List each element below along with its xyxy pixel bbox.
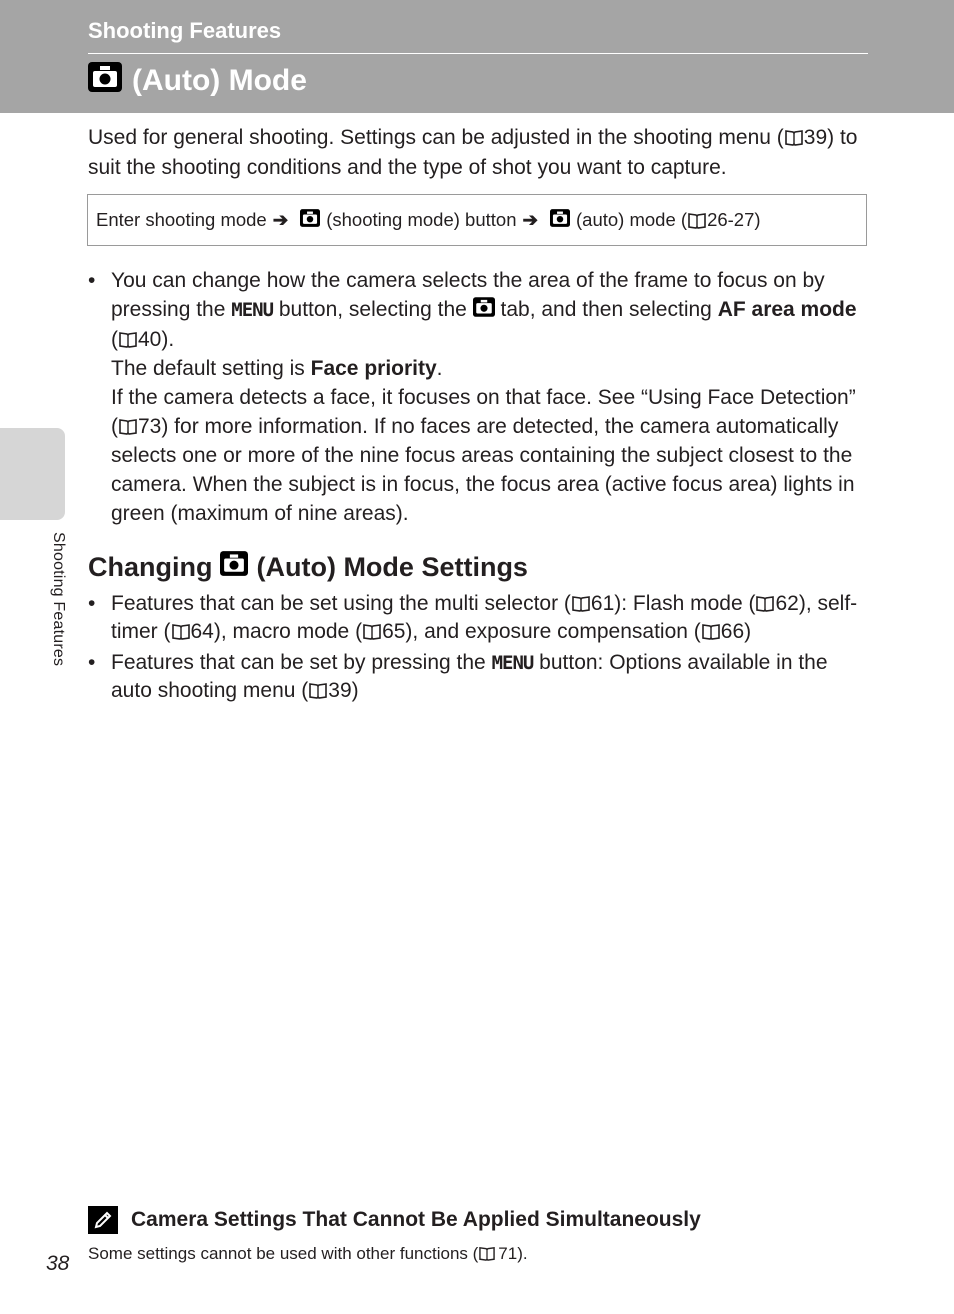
face-priority-label: Face priority <box>310 357 437 380</box>
page-ref-icon <box>702 620 720 637</box>
arrow-right-icon: ➔ <box>522 209 539 230</box>
note-text-a: Some settings cannot be used with other functions ( <box>88 1244 479 1263</box>
page-ref-icon <box>688 212 706 229</box>
ref-page[interactable]: 71 <box>498 1244 518 1263</box>
pencil-note-icon <box>88 1206 118 1234</box>
page-title <box>88 62 307 100</box>
bullet-text: The default setting is <box>111 357 305 380</box>
note-text-b: ). <box>517 1244 528 1263</box>
ref-page[interactable]: 39 <box>328 679 352 702</box>
ref-page[interactable]: 65 <box>382 620 406 643</box>
page-ref-icon <box>785 125 803 142</box>
menu-button-glyph: MENU <box>491 652 534 674</box>
menu-button-glyph: MENU <box>231 299 274 321</box>
bullet-text: ), and exposure compensation ( <box>405 620 701 643</box>
arrow-right-icon: ➔ <box>272 209 289 230</box>
page-number: 38 <box>46 1252 70 1275</box>
auto-mode-camera-icon <box>550 209 570 232</box>
ref-page[interactable]: 40 <box>138 328 162 351</box>
shooting-mode-camera-icon <box>300 209 320 232</box>
bullet-text: You can change how the camera selects the area of the frame to focus on by pressing the <box>111 269 825 321</box>
page-ref-icon <box>756 592 774 609</box>
bullet-text: If the camera detects a face, it focuses on that face. See “Using Face Detection” ( <box>111 386 856 438</box>
page-ref-icon <box>119 414 137 431</box>
subsection-heading-text: Changing <box>88 551 213 582</box>
page-title-text: (Auto) Mode <box>132 64 307 97</box>
flow-step-1: Enter shooting mode <box>96 209 267 230</box>
bullet-text: ): Flash mode ( <box>614 592 756 615</box>
bullet-text: ), macro mode ( <box>213 620 363 643</box>
side-tab <box>0 428 65 520</box>
header-divider <box>88 53 868 54</box>
face-detection-paragraph <box>111 383 868 528</box>
ref-page[interactable]: 64 <box>190 620 214 643</box>
intro-ref-page[interactable]: 39 <box>803 126 828 149</box>
intro-text-2: ) to suit the shooting conditions and the type of shot you want to capture. <box>88 126 858 179</box>
page-ref-icon <box>479 1246 497 1263</box>
ref-page[interactable]: 61 <box>590 592 615 615</box>
auto-mode-camera-icon <box>220 551 248 583</box>
bullet-text: Features that can be set by pressing the <box>111 651 486 674</box>
bullet-dot: • <box>88 269 96 292</box>
bullet-text: ) <box>351 679 359 702</box>
subsection-heading <box>88 551 528 583</box>
auto-mode-camera-icon <box>88 62 122 100</box>
settings-bullets <box>88 590 868 708</box>
list-item <box>88 590 868 646</box>
bullet-text: tab, and then selecting <box>500 298 712 321</box>
flow-ref-page[interactable]: 26-27 <box>707 209 755 230</box>
intro-text: Used for general shooting. Settings can be adjusted in the shooting menu ( <box>88 126 784 149</box>
ref-page[interactable]: 66 <box>720 620 745 643</box>
ref-page[interactable]: 73 <box>138 415 162 438</box>
page-ref-icon <box>363 620 381 637</box>
mode-flow-box <box>87 194 867 246</box>
page-ref-icon <box>572 592 590 609</box>
af-area-mode-label: AF area mode <box>717 298 857 321</box>
bullet-text: Features that can be set using the multi selector ( <box>111 592 571 615</box>
list-item <box>88 649 868 705</box>
note-text <box>88 1244 528 1264</box>
bullet-text: . <box>436 357 443 380</box>
bullet-text: button, selecting the <box>278 298 467 321</box>
bullet-text: ) for more information. If no faces are detected, the camera automatically selects one or more of the nine focus areas containing the subject closest to the camera. When the subject is in focus, the focus area (active focus area) lights in green (maximum of nine areas). <box>111 415 855 525</box>
bullet-text: button: Options available in the auto shooting menu ( <box>111 651 828 702</box>
camera-tab-icon <box>473 296 495 325</box>
flow-step-3: (auto) mode ( <box>576 209 688 230</box>
bullet-text: ). <box>161 328 175 351</box>
list-item <box>88 266 868 528</box>
bullet-dot: • <box>88 592 96 615</box>
bullet-text: ), self-timer ( <box>111 592 858 643</box>
flow-step-2: (shooting mode) button <box>326 209 517 230</box>
page-ref-icon <box>172 620 190 637</box>
page-ref-icon <box>119 327 137 344</box>
bullet-text: ( <box>111 328 118 351</box>
note-heading <box>88 1206 701 1234</box>
bullet-dot: • <box>88 651 96 674</box>
af-area-bullets <box>88 266 868 528</box>
ref-page[interactable]: 62 <box>775 592 799 615</box>
bullet-text: ) <box>744 620 752 643</box>
note-title: Camera Settings That Cannot Be Applied Simultaneously <box>131 1208 701 1231</box>
section-label: Shooting Features <box>88 18 282 43</box>
flow-close: ) <box>754 209 761 230</box>
subsection-heading-text-2: (Auto) Mode Settings <box>256 551 528 582</box>
default-setting-line <box>111 354 868 383</box>
page-ref-icon <box>309 679 327 696</box>
side-tab-label: Shooting Features <box>50 532 67 667</box>
intro-paragraph <box>88 123 878 183</box>
